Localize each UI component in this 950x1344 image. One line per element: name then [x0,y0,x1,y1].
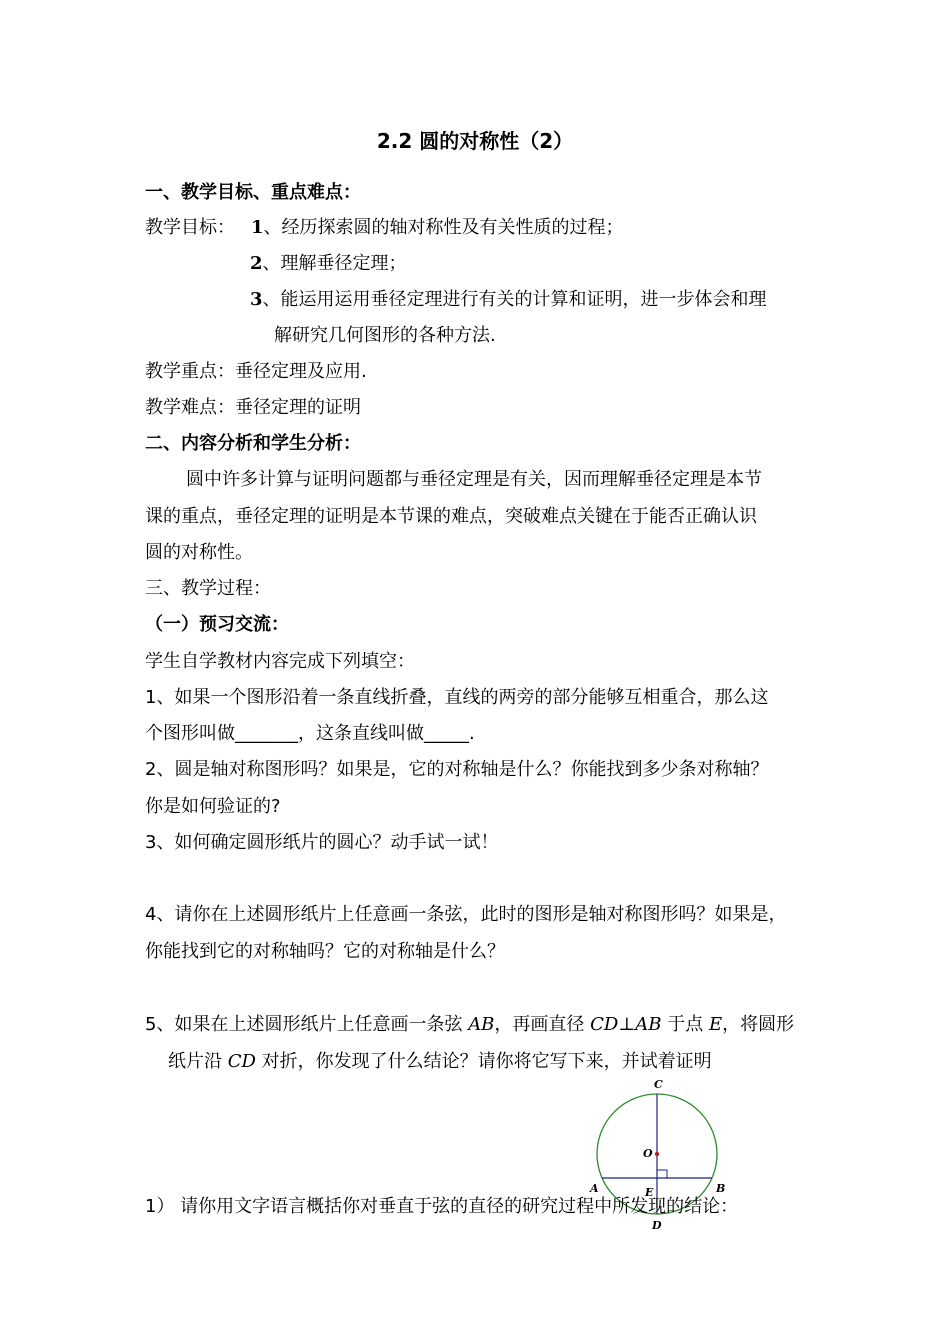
q5-text-b: ，再画直径 [494,1014,591,1035]
page-title: 2.2 圆的对称性（2） [376,129,574,153]
center-point [655,1152,659,1156]
goal-3-text: 、能运用运用垂径定理进行有关的计算和证明，进一步体会和理 [262,289,767,310]
goal-3-number: 3 [250,289,263,310]
section1-heading: 一、教学目标、重点难点： [145,182,361,203]
question-5-line-1 [145,1013,794,1037]
analysis-line-2: 课的重点，垂径定理的证明是本节课的难点，突破难点关键在于能否正确认识 [145,506,757,527]
goal-2-text: 、理解垂径定理； [262,253,407,274]
q5-text-l2b: 对折，你发现了什么结论？请你将它写下来，并试着证明 [255,1051,712,1072]
q5-text-c: 于点 [661,1014,709,1035]
analysis-line-1: 圆中许多计算与证明问题都与垂径定理是有关，因而理解垂径定理是本节 [186,469,762,490]
question-6: 1） 请你用文字语言概括你对垂直于弦的直径的研究过程中所发现的结论： [145,1196,739,1217]
self-study-intro: 学生自学教材内容完成下列填空： [145,651,415,672]
section2-heading: 二、内容分析和学生分析： [145,433,361,454]
label-b: B [716,1182,726,1195]
difficult-point: 教学难点：垂径定理的证明 [145,397,361,418]
question-2-line-1: 2、圆是轴对称图形吗？如果是，它的对称轴是什么？你能找到多少条对称轴？ [145,759,769,780]
q5-text-d: ，将圆形 [722,1014,795,1035]
goal-2-number: 2 [250,253,263,274]
goal-3 [250,288,767,312]
question-1-line-2: 个图形叫做_______，这条直线叫做_____. [145,723,475,744]
question-3: 3、如何确定圆形纸片的圆心？动手试一试！ [145,832,499,853]
label-d: D [652,1219,662,1232]
q5-point-e: E [708,1014,723,1035]
q5-diameter-cd: CD [227,1051,256,1072]
goal-1-text: 、经历探索圆的轴对称性及有关性质的过程； [263,217,624,238]
section3-heading: 三、教学过程： [145,578,271,599]
question-2-line-2: 你是如何验证的? [145,796,281,817]
question-4-line-2: 你能找到它的对称轴吗？它的对称轴是什么？ [145,941,505,962]
label-o: O [643,1147,653,1160]
label-e: E [645,1186,654,1199]
question-1-line-1: 1、如果一个图形沿着一条直线折叠，直线的两旁的部分能够互相重合，那么这 [145,687,769,708]
question-5-line-2 [168,1050,712,1074]
goal-2 [250,252,407,276]
question-4-line-1: 4、请你在上述圆形纸片上任意画一条弦，此时的图形是轴对称图形吗？如果是， [145,904,787,925]
subsection-preview: （一）预习交流： [145,614,289,635]
goal-1-number: 1 [251,217,264,238]
right-angle-mark [657,1170,667,1178]
q5-chord-ab: AB [468,1014,495,1035]
label-c: C [654,1078,663,1091]
goals-label [145,216,624,240]
q5-text-a: 5、如果在上述圆形纸片上任意画一条弦 [145,1014,469,1035]
q5-text-l2a: 纸片沿 [168,1051,228,1072]
label-a: A [590,1182,599,1195]
analysis-line-3: 圆的对称性。 [145,542,253,563]
q5-diameter-perp: CD⊥AB [590,1014,662,1035]
goals-label-text: 教学目标： [145,217,235,238]
goal-3-continued: 解研究几何图形的各种方法. [274,325,496,346]
key-point: 教学重点：垂径定理及应用. [145,361,367,382]
